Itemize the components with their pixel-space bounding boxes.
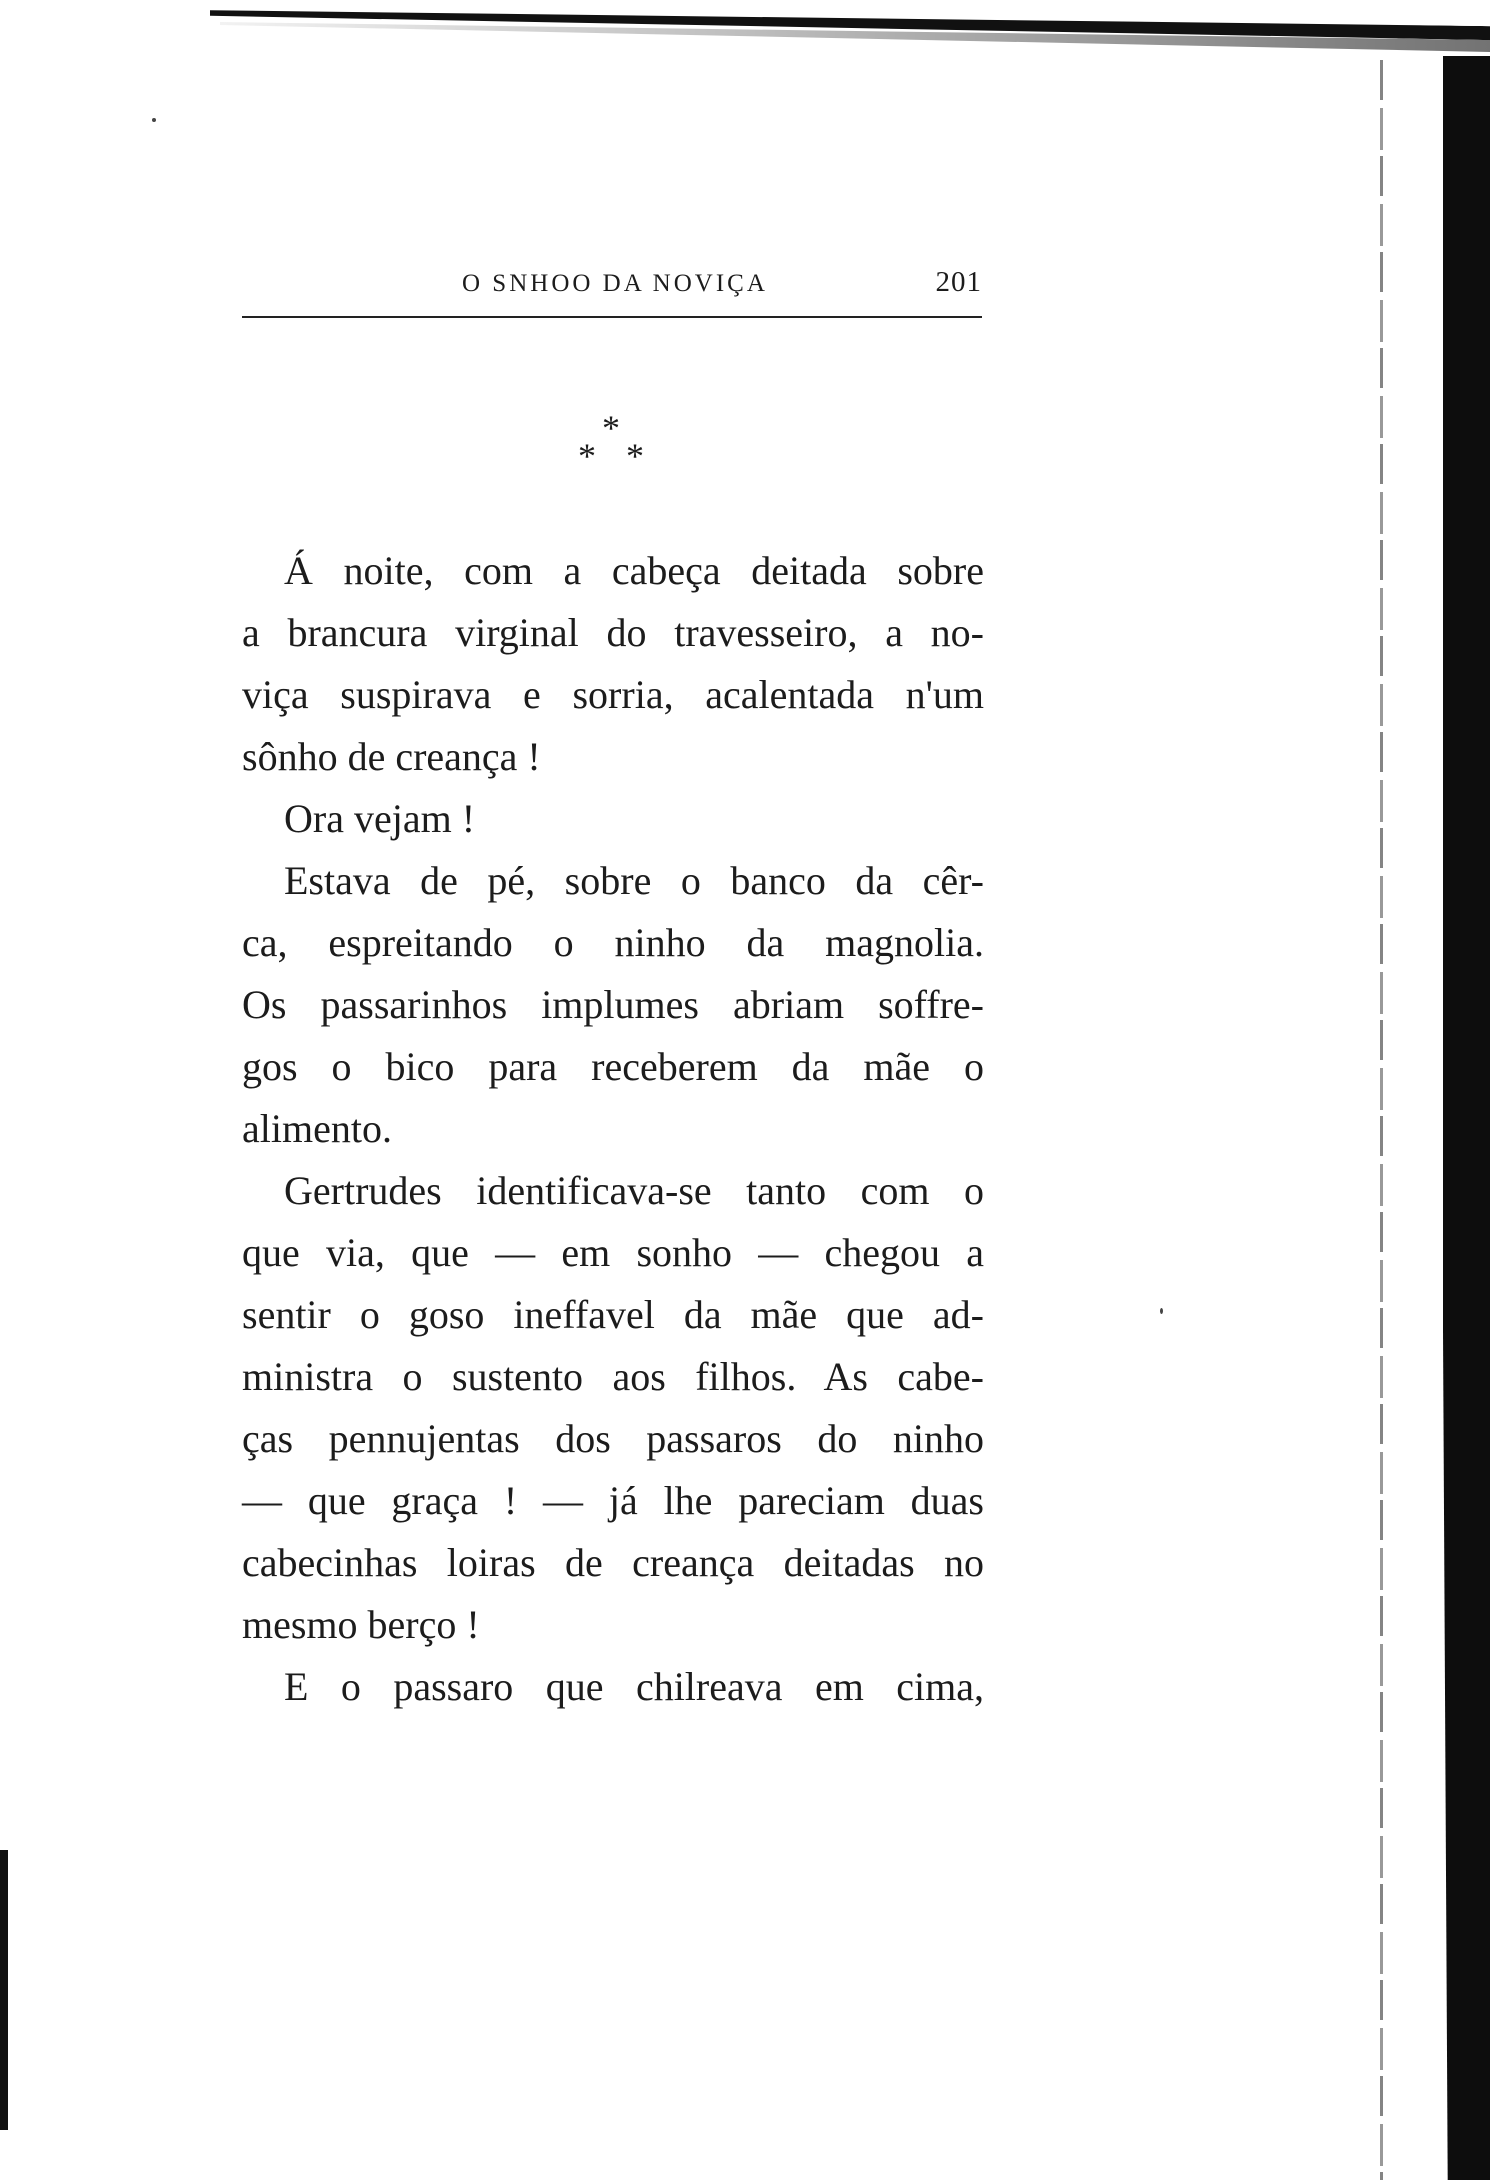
scan-left-edge bbox=[0, 1850, 8, 2130]
text-line: Gertrudes identificava-se tanto com o bbox=[284, 1168, 984, 1213]
page-number: 201 bbox=[935, 266, 982, 298]
text-line: gos o bico para receberem da mãe o bbox=[242, 1044, 984, 1089]
body-text bbox=[242, 540, 984, 1718]
text-line: a brancura virginal do travesseiro, a no- bbox=[242, 610, 984, 655]
scan-speck bbox=[1160, 1308, 1163, 1314]
text-line: Os passarinhos implumes abriam soffre- bbox=[242, 982, 984, 1027]
text-line: ministra o sustento aos filhos. As cabe- bbox=[242, 1354, 984, 1399]
text-line: que via, que — em sonho — chegou a bbox=[242, 1230, 984, 1275]
asterisk-icon: * bbox=[578, 436, 596, 476]
running-head bbox=[242, 268, 982, 318]
text-line: viça suspirava e sorria, acalentada n'um bbox=[242, 672, 984, 717]
text-line: Estava de pé, sobre o banco da cêr- bbox=[284, 858, 984, 903]
scan-page-fold bbox=[1380, 60, 1383, 2180]
section-break-asterism bbox=[570, 410, 660, 480]
text-line: ca, espreitando o ninho da magnolia. bbox=[242, 920, 984, 965]
text-line: alimento. bbox=[242, 1106, 392, 1151]
asterisk-icon: * bbox=[602, 408, 620, 448]
text-line: Á noite, com a cabeça deitada sobre bbox=[284, 548, 984, 593]
running-title: O SNHOO DA NOVIÇA bbox=[462, 270, 768, 297]
text-line: cabecinhas loiras de creança deitadas no bbox=[242, 1540, 984, 1585]
text-line: mesmo berço ! bbox=[242, 1602, 480, 1647]
text-line: Ora vejam ! bbox=[284, 796, 476, 841]
asterisk-icon: * bbox=[626, 436, 644, 476]
scan-right-edge bbox=[1443, 56, 1490, 2180]
scan-speck bbox=[152, 118, 156, 122]
text-line: — que graça ! — já lhe pareciam duas bbox=[242, 1478, 984, 1523]
text-line: sônho de creança ! bbox=[242, 734, 541, 779]
text-line: sentir o goso ineffavel da mãe que ad- bbox=[242, 1292, 984, 1337]
text-line: ças pennujentas dos passaros do ninho bbox=[242, 1416, 984, 1461]
text-line: E o passaro que chilreava em cima, bbox=[284, 1664, 984, 1709]
